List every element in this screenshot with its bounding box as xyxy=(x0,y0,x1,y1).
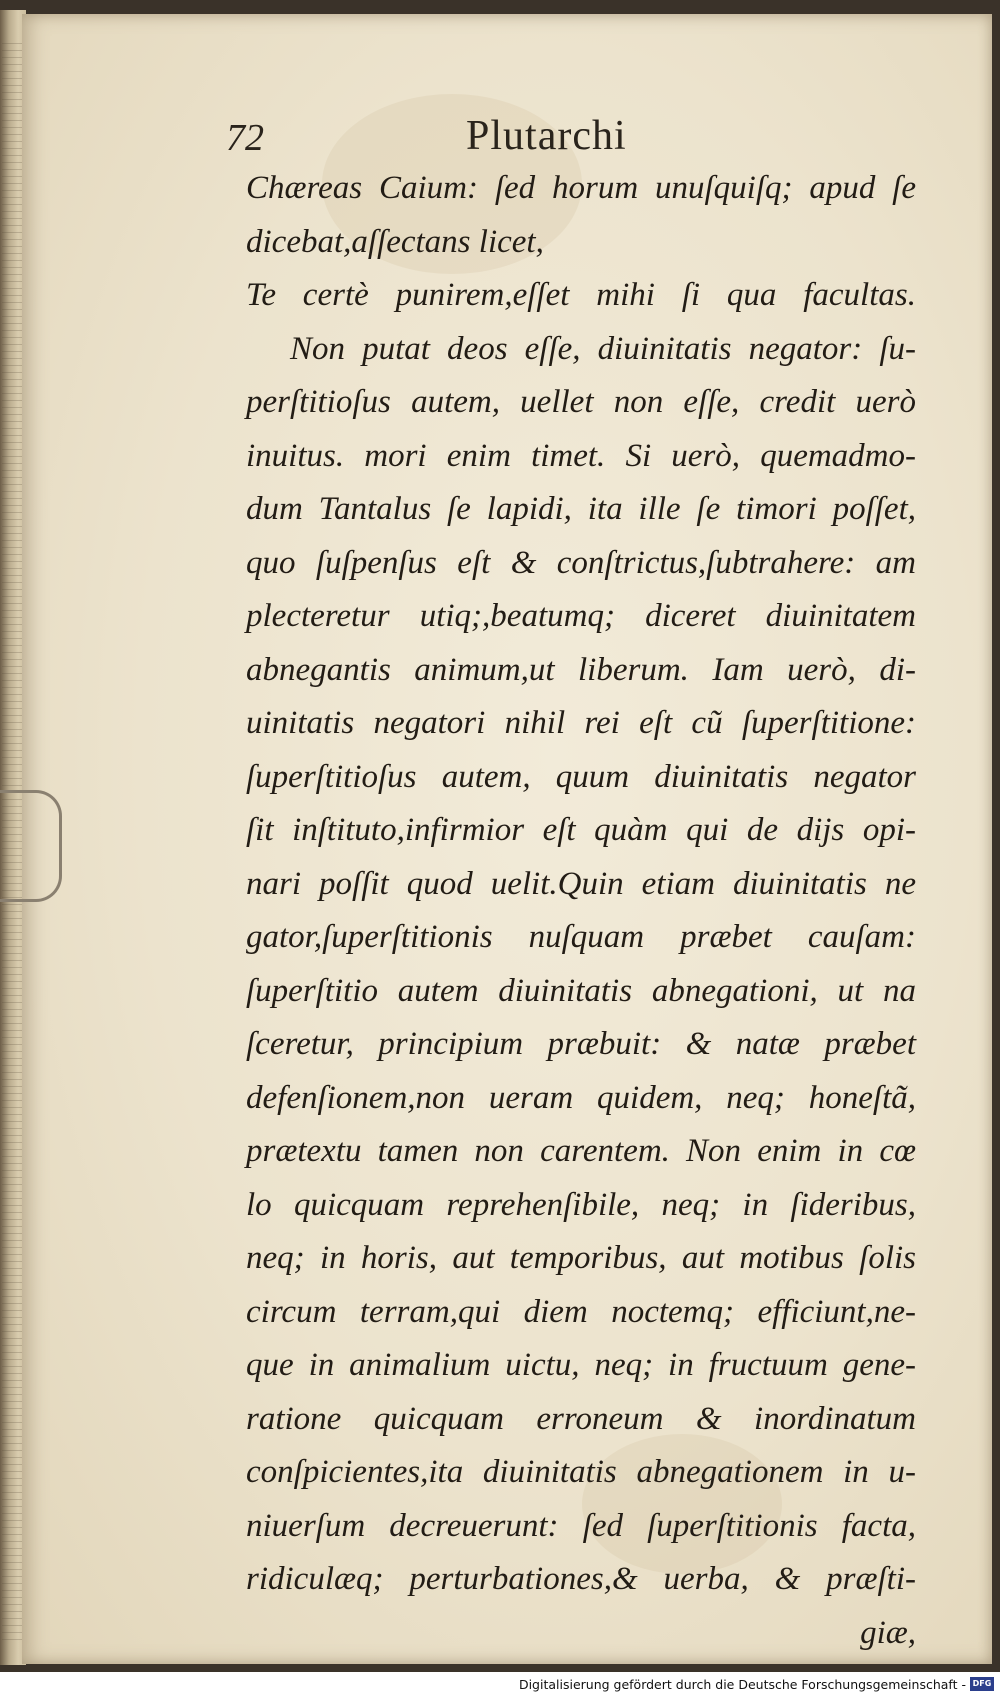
text-line: ſceretur, principium præbuit: & natæ præbet xyxy=(246,1026,916,1062)
text-line: ratione quicquam erroneum & inordinatum xyxy=(246,1400,916,1437)
text-line: abnegantis animum,ut liberum. Iam uerò, di- xyxy=(246,651,916,688)
text-line: uinitatis negatori nihil rei eſt cũ ſuperſtitione: xyxy=(246,705,916,741)
text-line: dum Tantalus ſe lapidi, ita ille ſe timori poſſet, xyxy=(246,491,916,527)
text-line: gator,ſuperſtitionis nuſquam præbet cauſam: xyxy=(246,919,916,955)
text-line: ſuperſtitio autem diuinitatis abnegationi, ut na xyxy=(246,972,916,1009)
digitization-footer xyxy=(0,1672,1000,1698)
body-text xyxy=(246,162,916,1660)
running-head: Plutarchi xyxy=(466,113,627,159)
text-line: inuitus. mori enim timet. Si uerò, quemadmo- xyxy=(246,437,916,474)
text-line: ſit inſtituto,infirmior eſt quàm qui de dijs opi- xyxy=(246,812,916,848)
text-line: ſuperſtitioſus autem, quum diuinitatis negator xyxy=(246,758,916,795)
text-line: quo ſuſpenſus eſt & conſtrictus,ſubtrahere: am xyxy=(246,544,916,581)
dfg-logo: DFG xyxy=(970,1677,994,1691)
page-number: 72 xyxy=(226,117,264,159)
text-line: conſpicientes,ita diuinitatis abnegationem in u- xyxy=(246,1454,916,1490)
text-line: neq; in horis, aut temporibus, aut motibus ſolis xyxy=(246,1240,916,1276)
text-line: niuerſum decreuerunt: ſed ſuperſtitionis facta, xyxy=(246,1507,916,1544)
funding-credit: Digitalisierung gefördert durch die Deutsche Forschungsgemeinschaft - xyxy=(518,1677,966,1692)
text-line: lo quicquam reprehenſibile, neq; in ſideribus, xyxy=(246,1186,916,1223)
text-line: Non putat deos eſſe, diuinitatis negator: ſu- xyxy=(290,330,916,367)
text-line: ridiculæq; perturbationes,& uerba, & præſti- xyxy=(246,1561,916,1597)
text-line: defenſionem,non ueram quidem, neq; honeſtã, xyxy=(246,1079,916,1116)
text-line: Chæreas Caium: ſed horum unuſquiſq; apud ſe xyxy=(246,170,916,206)
catchword: giæ, xyxy=(860,1614,916,1651)
text-line: plecteretur utiq;,beatumq; diceret diuinitatem xyxy=(246,598,916,634)
text-line: circum terram,qui diem noctemq; efficiunt,ne- xyxy=(246,1293,916,1330)
text-line: nari poſſit quod uelit.Quin etiam diuinitatis ne xyxy=(246,865,916,902)
text-line: dicebat,aſſectans licet, xyxy=(246,223,544,260)
page-clip xyxy=(0,790,62,902)
text-line: prætextu tamen non carentem. Non enim in cœ xyxy=(246,1133,916,1169)
text-line: perſtitioſus autem, uellet non eſſe, credit uerò xyxy=(246,384,916,420)
text-line: que in animalium uictu, neq; in fructuum gene- xyxy=(246,1347,916,1383)
text-line: Te certè punirem,eſſet mihi ſi qua facultas. xyxy=(246,277,916,313)
